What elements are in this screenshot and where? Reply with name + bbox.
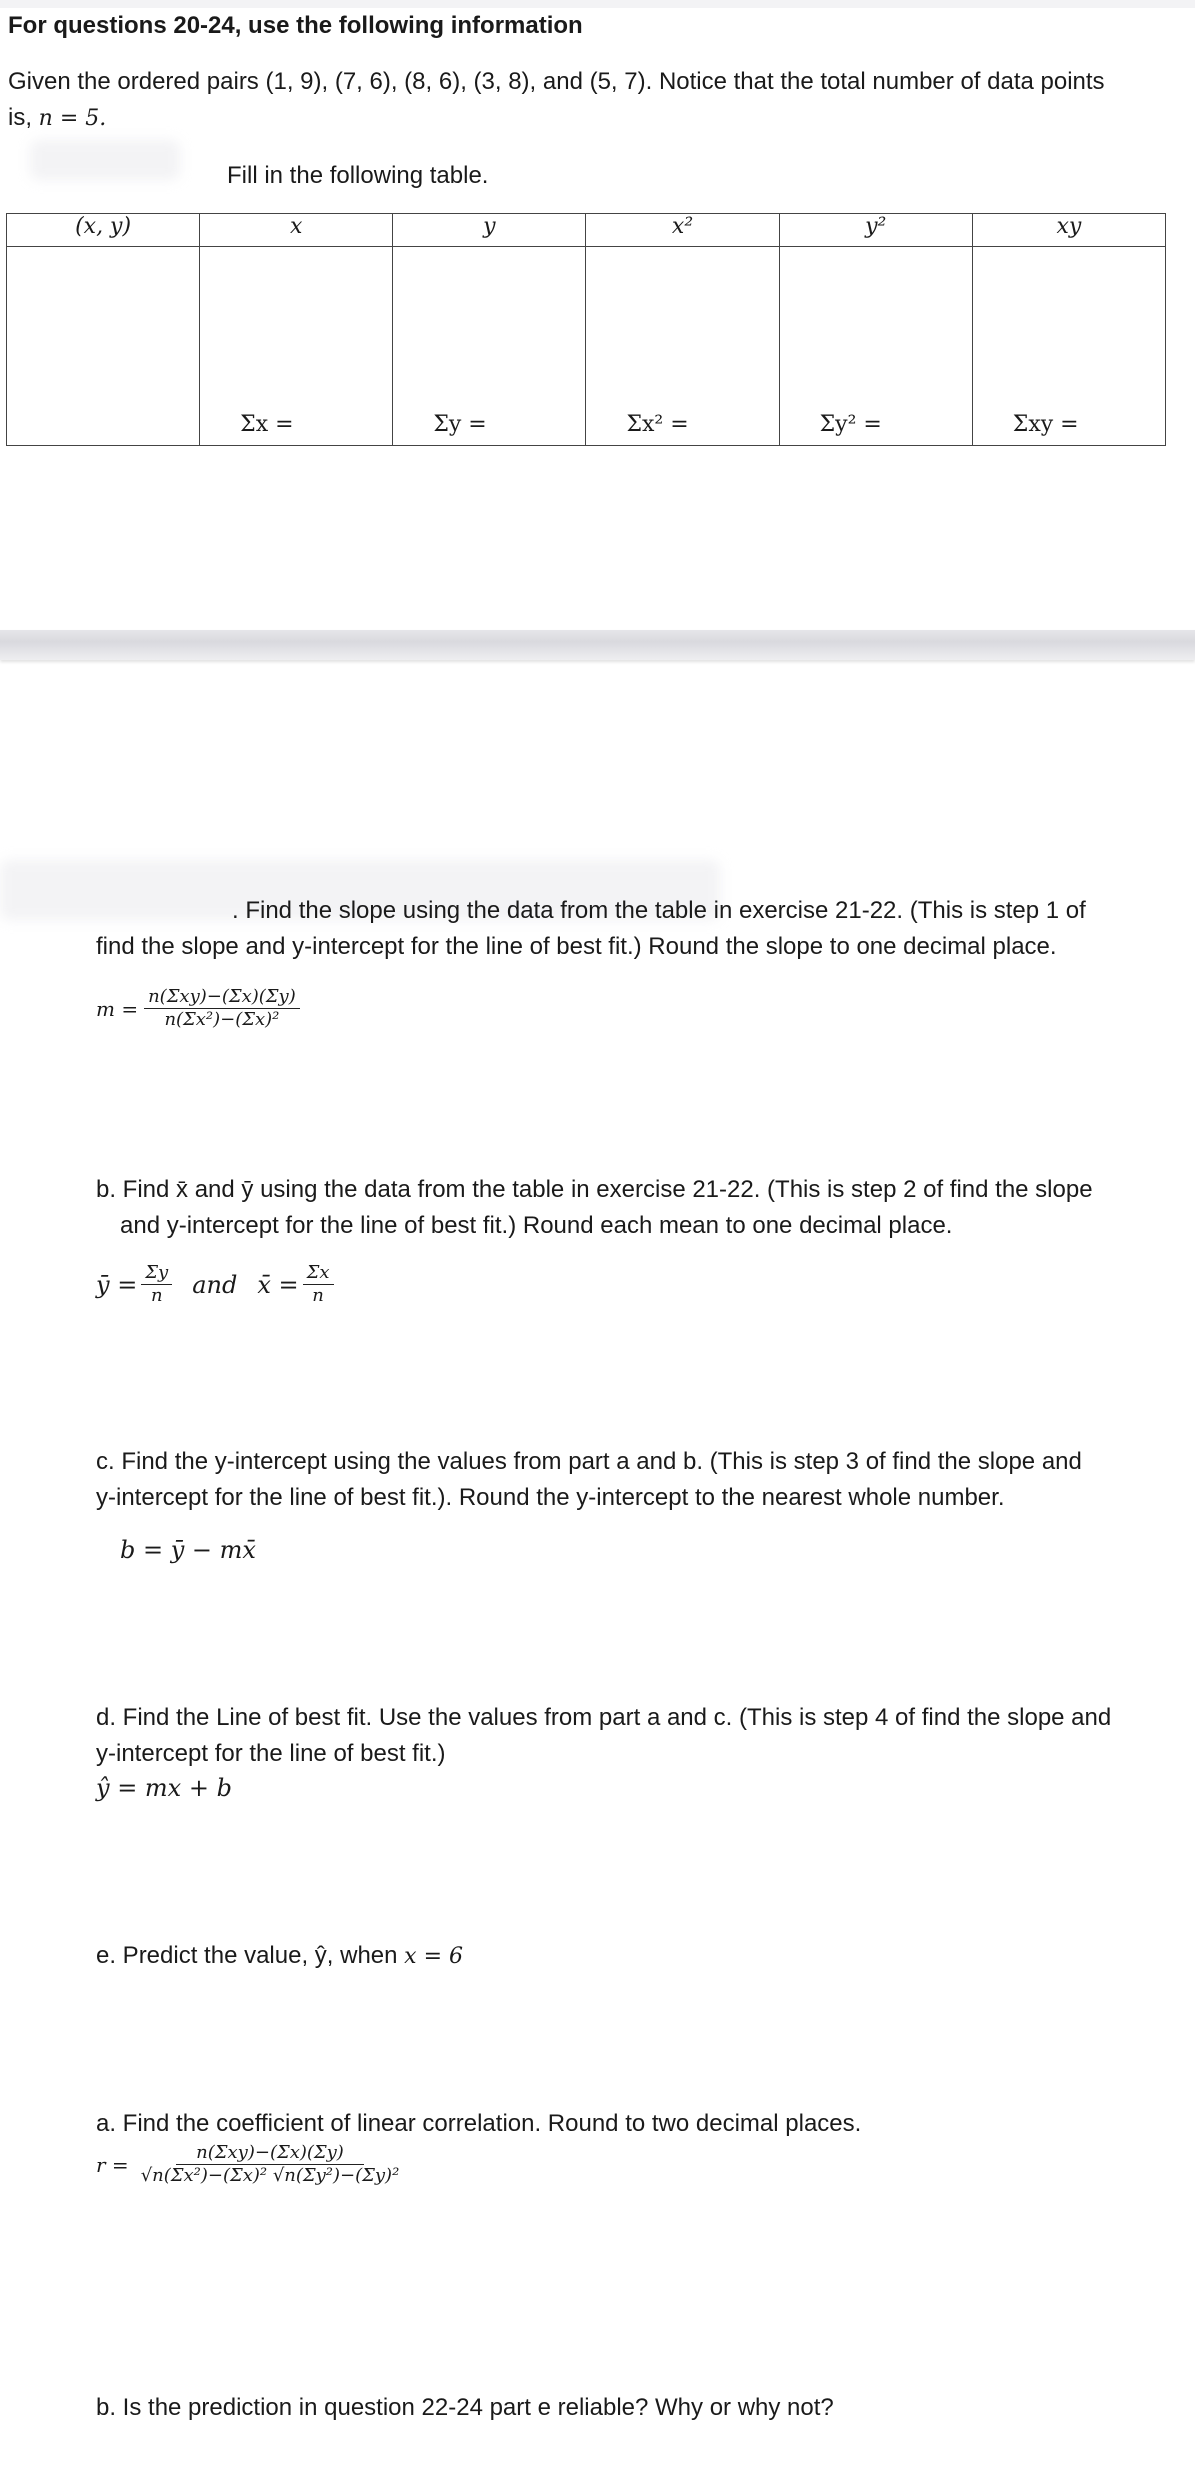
slope-denominator: n(Σx²)−(Σx)² <box>164 1009 280 1030</box>
intercept-question-line-1: c. Find the y-intercept using the values from part a and b. (This is step 3 of find the slope and <box>96 1448 1082 1475</box>
slope-fraction <box>144 986 300 1031</box>
xbar-denominator: n <box>312 1285 324 1306</box>
means-question-line-1: b. Find x̄ and ȳ using the data from the table in exercise 21-22. (This is step 2 of find the slope <box>96 1176 1093 1203</box>
slope-formula-lhs: m = <box>96 996 139 1021</box>
predict-question <box>96 1938 463 1975</box>
reliability-question: b. Is the prediction in question 22-24 part e reliable? Why or why not? <box>96 2394 834 2421</box>
scan-smudge <box>30 140 180 180</box>
slope-numerator: n(Σxy)−(Σx)(Σy) <box>144 986 300 1009</box>
table-header-cell: xy <box>972 214 1165 247</box>
slope-formula <box>96 986 300 1031</box>
page-heading: For questions 20-24, use the following information <box>8 12 583 39</box>
page-divider <box>0 630 1195 660</box>
sum-label: Σx = <box>240 412 294 437</box>
table-header-cell: x² <box>586 214 779 247</box>
means-formula <box>96 1262 334 1307</box>
table-entry-cell-xy[interactable] <box>972 247 1165 446</box>
line-question-line-2: y-intercept for the line of best fit.) <box>96 1740 446 1767</box>
xbar-lhs: x̄ = <box>257 1270 299 1299</box>
line-question-line-1: d. Find the Line of best fit. Use the values from part a and c. (This is step 4 of find the slope and <box>96 1704 1112 1731</box>
correlation-fraction <box>137 2142 404 2187</box>
correlation-numerator: n(Σxy)−(Σx)(Σy) <box>176 2142 364 2165</box>
intro-n-value: n = 5. <box>38 106 107 131</box>
table-entry-row <box>7 247 1166 446</box>
table-header-cell: (x, y) <box>7 214 200 247</box>
table-header-cell: x <box>200 214 393 247</box>
intercept-formula: b = ȳ − mx̄ <box>120 1536 256 1564</box>
intro-line-2 <box>8 100 106 137</box>
table-entry-cell-x2[interactable] <box>586 247 779 446</box>
table-entry-cell-x[interactable] <box>200 247 393 446</box>
sum-label: Σxy = <box>1012 412 1079 437</box>
top-strip <box>0 0 1195 8</box>
xbar-numerator: Σx <box>303 1262 334 1285</box>
table-header-row <box>7 214 1166 247</box>
intro-line-1: Given the ordered pairs (1, 9), (7, 6), (8, 6), (3, 8), and (5, 7). Notice that the total number of data points <box>8 68 1105 95</box>
table-instruction: Fill in the following table. <box>227 162 489 189</box>
xbar-fraction <box>303 1262 334 1307</box>
means-and: and <box>192 1270 238 1299</box>
ybar-denominator: n <box>150 1285 163 1306</box>
sum-label: Σy² = <box>819 412 882 437</box>
slope-question-line-2: find the slope and y-intercept for the line of best fit.) Round the slope to one decimal place. <box>96 933 1057 960</box>
correlation-lhs: r = <box>96 2152 129 2177</box>
ybar-lhs: ȳ = <box>96 1270 138 1299</box>
means-question-line-2: and y-intercept for the line of best fit.) Round each mean to one decimal place. <box>120 1212 953 1239</box>
table-entry-cell-pairs[interactable] <box>7 247 200 446</box>
table-entry-cell-y2[interactable] <box>779 247 972 446</box>
intercept-question-line-2: y-intercept for the line of best fit.). Round the y-intercept to the nearest whole number. <box>96 1484 1005 1511</box>
predict-x-value: x = 6 <box>404 1944 463 1969</box>
table-header-cell: y² <box>779 214 972 247</box>
sum-label: Σy = <box>433 412 487 437</box>
table-entry-cell-y[interactable] <box>393 247 586 446</box>
slope-question-line-1: . Find the slope using the data from the table in exercise 21-22. (This is step 1 of <box>232 897 1086 924</box>
ybar-numerator: Σy <box>141 1262 172 1285</box>
correlation-denominator: √n(Σx²)−(Σx)² √n(Σy²)−(Σy)² <box>140 2165 400 2186</box>
predict-question-text: e. Predict the value, ŷ, when <box>96 1942 398 1969</box>
correlation-question: a. Find the coefficient of linear correlation. Round to two decimal places. <box>96 2110 862 2137</box>
line-formula: ŷ = mx + b <box>96 1774 232 1802</box>
table-header-cell: y <box>393 214 586 247</box>
sum-label: Σx² = <box>626 412 689 437</box>
data-table <box>6 213 1166 446</box>
intro-line-2-prefix: is, <box>8 104 32 131</box>
ybar-fraction <box>141 1262 172 1307</box>
correlation-formula <box>96 2142 403 2187</box>
